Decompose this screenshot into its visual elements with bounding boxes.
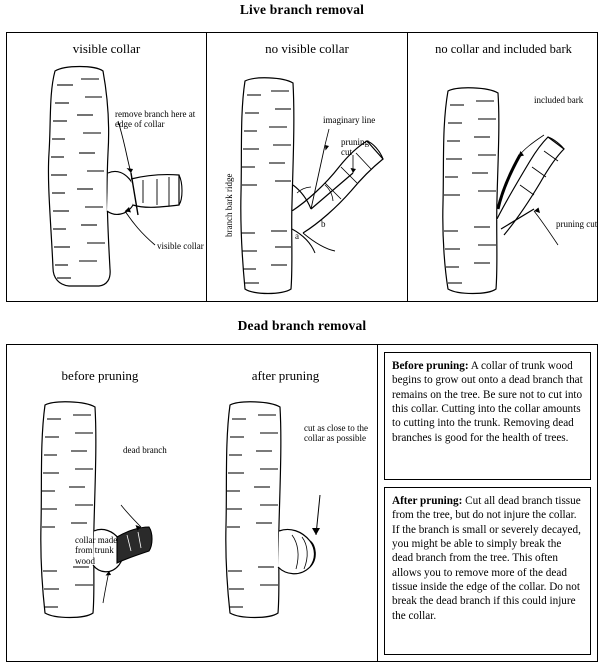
label-remove-branch: remove branch here at edge of collar [115, 109, 196, 130]
label-pruning-cut: pruning cut [341, 137, 369, 158]
dead-branch-removal-panel-row [6, 344, 598, 662]
live-branch-removal-title: Live branch removal [239, 2, 365, 17]
panel-heading: visible collar [72, 41, 141, 56]
note-before-pruning [384, 352, 591, 480]
panel-heading: before pruning [61, 368, 139, 383]
no-visible-collar-illustration [207, 33, 407, 301]
panel-visible-collar [7, 33, 206, 301]
label-cut-as-close: cut as close to the collar as possible [304, 423, 368, 444]
note-title: After pruning: [392, 495, 463, 507]
panel-heading: no visible collar [265, 41, 349, 56]
before-pruning-illustration [7, 345, 193, 661]
included-bark-illustration [408, 33, 599, 301]
note-body: A collar of trunk wood begins to grow out onto a dead branch that remains on the tree. Be sure not to cut into this collar. Cutting into the collar amounts to cutting into the trunk. Removing dead branches is good for the health of trees. [392, 360, 583, 444]
dead-branch-removal-title: Dead branch removal [237, 318, 367, 333]
label-pruning-cut: pruning cut [556, 219, 598, 229]
note-after-pruning [384, 487, 591, 655]
visible-collar-illustration [7, 33, 206, 301]
label-dead-branch: dead branch [123, 445, 167, 455]
label-included-bark: included bark [534, 95, 584, 105]
note-title: Before pruning: [392, 360, 469, 372]
live-branch-removal-panel-row [6, 32, 598, 302]
label-angle-a: a [295, 231, 299, 241]
label-angle-b: b [321, 219, 326, 229]
label-branch-bark-ridge: branch bark ridge [224, 173, 234, 237]
panel-heading: no collar and included bark [435, 42, 572, 56]
label-visible-collar: visible collar [157, 241, 204, 251]
after-pruning-illustration [194, 345, 377, 661]
panel-after-pruning [194, 345, 377, 661]
panel-divider [377, 345, 378, 661]
label-imaginary-line: imaginary line [323, 115, 376, 125]
panel-before-pruning [7, 345, 193, 661]
label-collar-made-from-trunk-wood: collar made from trunk wood [75, 535, 118, 566]
panel-no-collar-included-bark [408, 33, 599, 301]
note-body: Cut all dead branch tissue from the tree, but do not injure the collar. If the branch is small or severely decayed, you might be able to simply break the dead branch from the tree. This often allows you to remove more of the dead tissue inside the edge of the collar. Do not break the dead branch if this could injure the collar. [392, 495, 581, 622]
panel-heading: after pruning [251, 368, 320, 383]
panel-no-visible-collar [207, 33, 407, 301]
